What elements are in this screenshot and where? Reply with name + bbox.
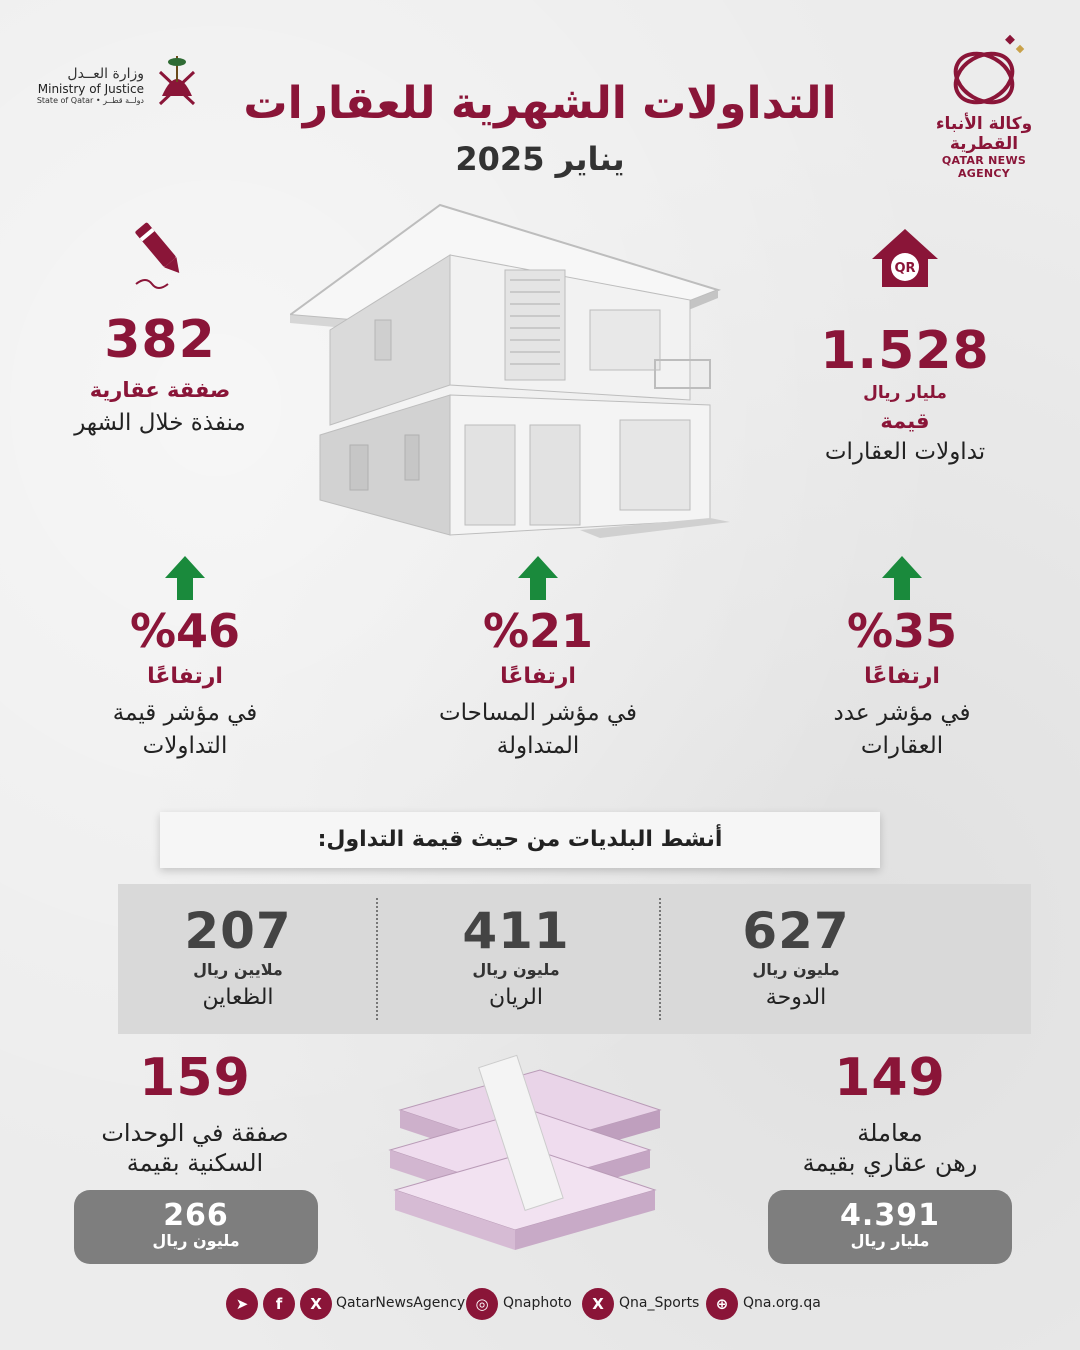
moj-logo (34, 52, 214, 122)
municipality-name: الريان (489, 985, 543, 1010)
growth-desc-2: التداولات (142, 733, 228, 759)
residential-value: 266 (163, 1198, 229, 1233)
telegram-icon[interactable]: ➤ (226, 1288, 258, 1320)
municipality-unit: مليون ريال (472, 960, 560, 979)
globe-icon[interactable]: ⊕ (706, 1288, 738, 1320)
growth-value (55, 556, 315, 763)
value-desc: تداولات العقارات (824, 439, 986, 465)
municipality-daayen (138, 902, 338, 1010)
growth-pct: %35 (846, 604, 958, 658)
municipality-number: 411 (462, 902, 570, 960)
mortgage-value-pill (768, 1190, 1012, 1264)
deals-stat (40, 310, 280, 436)
deals-label: صفقة عقارية (89, 378, 231, 402)
pen-icon (132, 220, 188, 292)
qna-emblem-icon (939, 34, 1029, 112)
qr-icon-text: QR (894, 261, 916, 276)
residential-desc-1: صفقة في الوحدات (101, 1119, 289, 1147)
growth-desc-1: في مؤشر عدد (833, 700, 971, 726)
house-illustration (290, 200, 730, 545)
page-subtitle: يناير 2025 (455, 140, 625, 178)
footer (0, 1282, 1080, 1326)
mortgage-desc-1: معاملة (857, 1119, 923, 1147)
mortgage-number: 149 (834, 1048, 946, 1108)
municipality-doha (696, 902, 896, 1010)
moj-logo-english: Ministry of Justice (37, 82, 144, 96)
arrow-up-icon (165, 556, 205, 600)
municipality-unit: ملايين ريال (193, 960, 283, 979)
arrow-up-icon (518, 556, 558, 600)
instagram-icon[interactable]: ◎ (466, 1288, 498, 1320)
growth-pct: %21 (482, 604, 594, 658)
value-label: قيمة (880, 409, 930, 433)
value-stat (790, 261, 1020, 465)
footer-agency-link[interactable]: QatarNewsAgency (336, 1295, 466, 1311)
growth-desc-2: المتداولة (496, 733, 580, 759)
deals-desc: منفذة خلال الشهر (74, 410, 246, 436)
growth-desc-1: في مؤشر قيمة (112, 700, 258, 726)
municipality-name: الدوحة (765, 985, 827, 1010)
growth-desc-1: في مؤشر المساحات (438, 700, 638, 726)
qna-logo-arabic: وكالة الأنباء القطرية (935, 114, 1033, 154)
municipality-unit: مليون ريال (752, 960, 840, 979)
footer-sports-link[interactable]: Qna_Sports (619, 1295, 700, 1311)
growth-properties (772, 556, 1032, 763)
value-number: 1.528 (820, 321, 990, 381)
x-icon[interactable]: X (582, 1288, 614, 1320)
municipalities-title-bar (160, 812, 880, 868)
residential-unit: مليون ريال (152, 1231, 240, 1250)
qr-house-icon (870, 225, 940, 291)
facebook-icon[interactable]: f (263, 1288, 295, 1320)
mortgage-value: 4.391 (840, 1198, 940, 1233)
municipalities-panel (118, 884, 1031, 1034)
moj-logo-arabic: وزارة العــدل (67, 66, 144, 82)
divider (376, 898, 378, 1020)
qna-logo-english: QATAR NEWS AGENCY (941, 154, 1027, 180)
mortgage-unit: مليار ريال (850, 1231, 930, 1250)
residential-stat (70, 1048, 320, 1178)
arrow-up-icon (882, 556, 922, 600)
page-title: التداولات الشهرية للعقارات (243, 78, 837, 129)
municipality-name: الظعاين (202, 985, 274, 1010)
growth-label: ارتفاعًا (500, 664, 576, 689)
residential-number: 159 (139, 1048, 251, 1108)
moj-logo-sub: State of Qatar • دولــة قطــر (36, 96, 144, 105)
residential-value-pill (74, 1190, 318, 1264)
mortgage-stat (770, 1048, 1010, 1178)
growth-desc-2: العقارات (860, 733, 944, 759)
footer-website-link[interactable]: Qna.org.qa (743, 1295, 821, 1311)
municipalities-title: أنشط البلديات من حيث قيمة التداول: (317, 827, 723, 852)
growth-label: ارتفاعًا (147, 664, 223, 689)
residential-desc-2: السكنية بقيمة (126, 1149, 264, 1177)
mortgage-desc-2: رهن عقاري بقيمة (802, 1149, 978, 1177)
value-unit: مليار ريال (863, 383, 947, 403)
municipality-number: 627 (742, 902, 850, 960)
footer-photo-link[interactable]: Qnaphoto (503, 1295, 572, 1311)
deals-number: 382 (104, 310, 216, 370)
money-stack-illustration (380, 1050, 670, 1265)
qatar-emblem-icon (152, 52, 202, 114)
growth-pct: %46 (129, 604, 241, 658)
municipality-rayyan (416, 902, 616, 1010)
municipality-number: 207 (184, 902, 292, 960)
x-icon[interactable]: X (300, 1288, 332, 1320)
growth-areas (408, 556, 668, 763)
divider (659, 898, 661, 1020)
growth-label: ارتفاعًا (864, 664, 940, 689)
qna-logo (924, 34, 1044, 180)
